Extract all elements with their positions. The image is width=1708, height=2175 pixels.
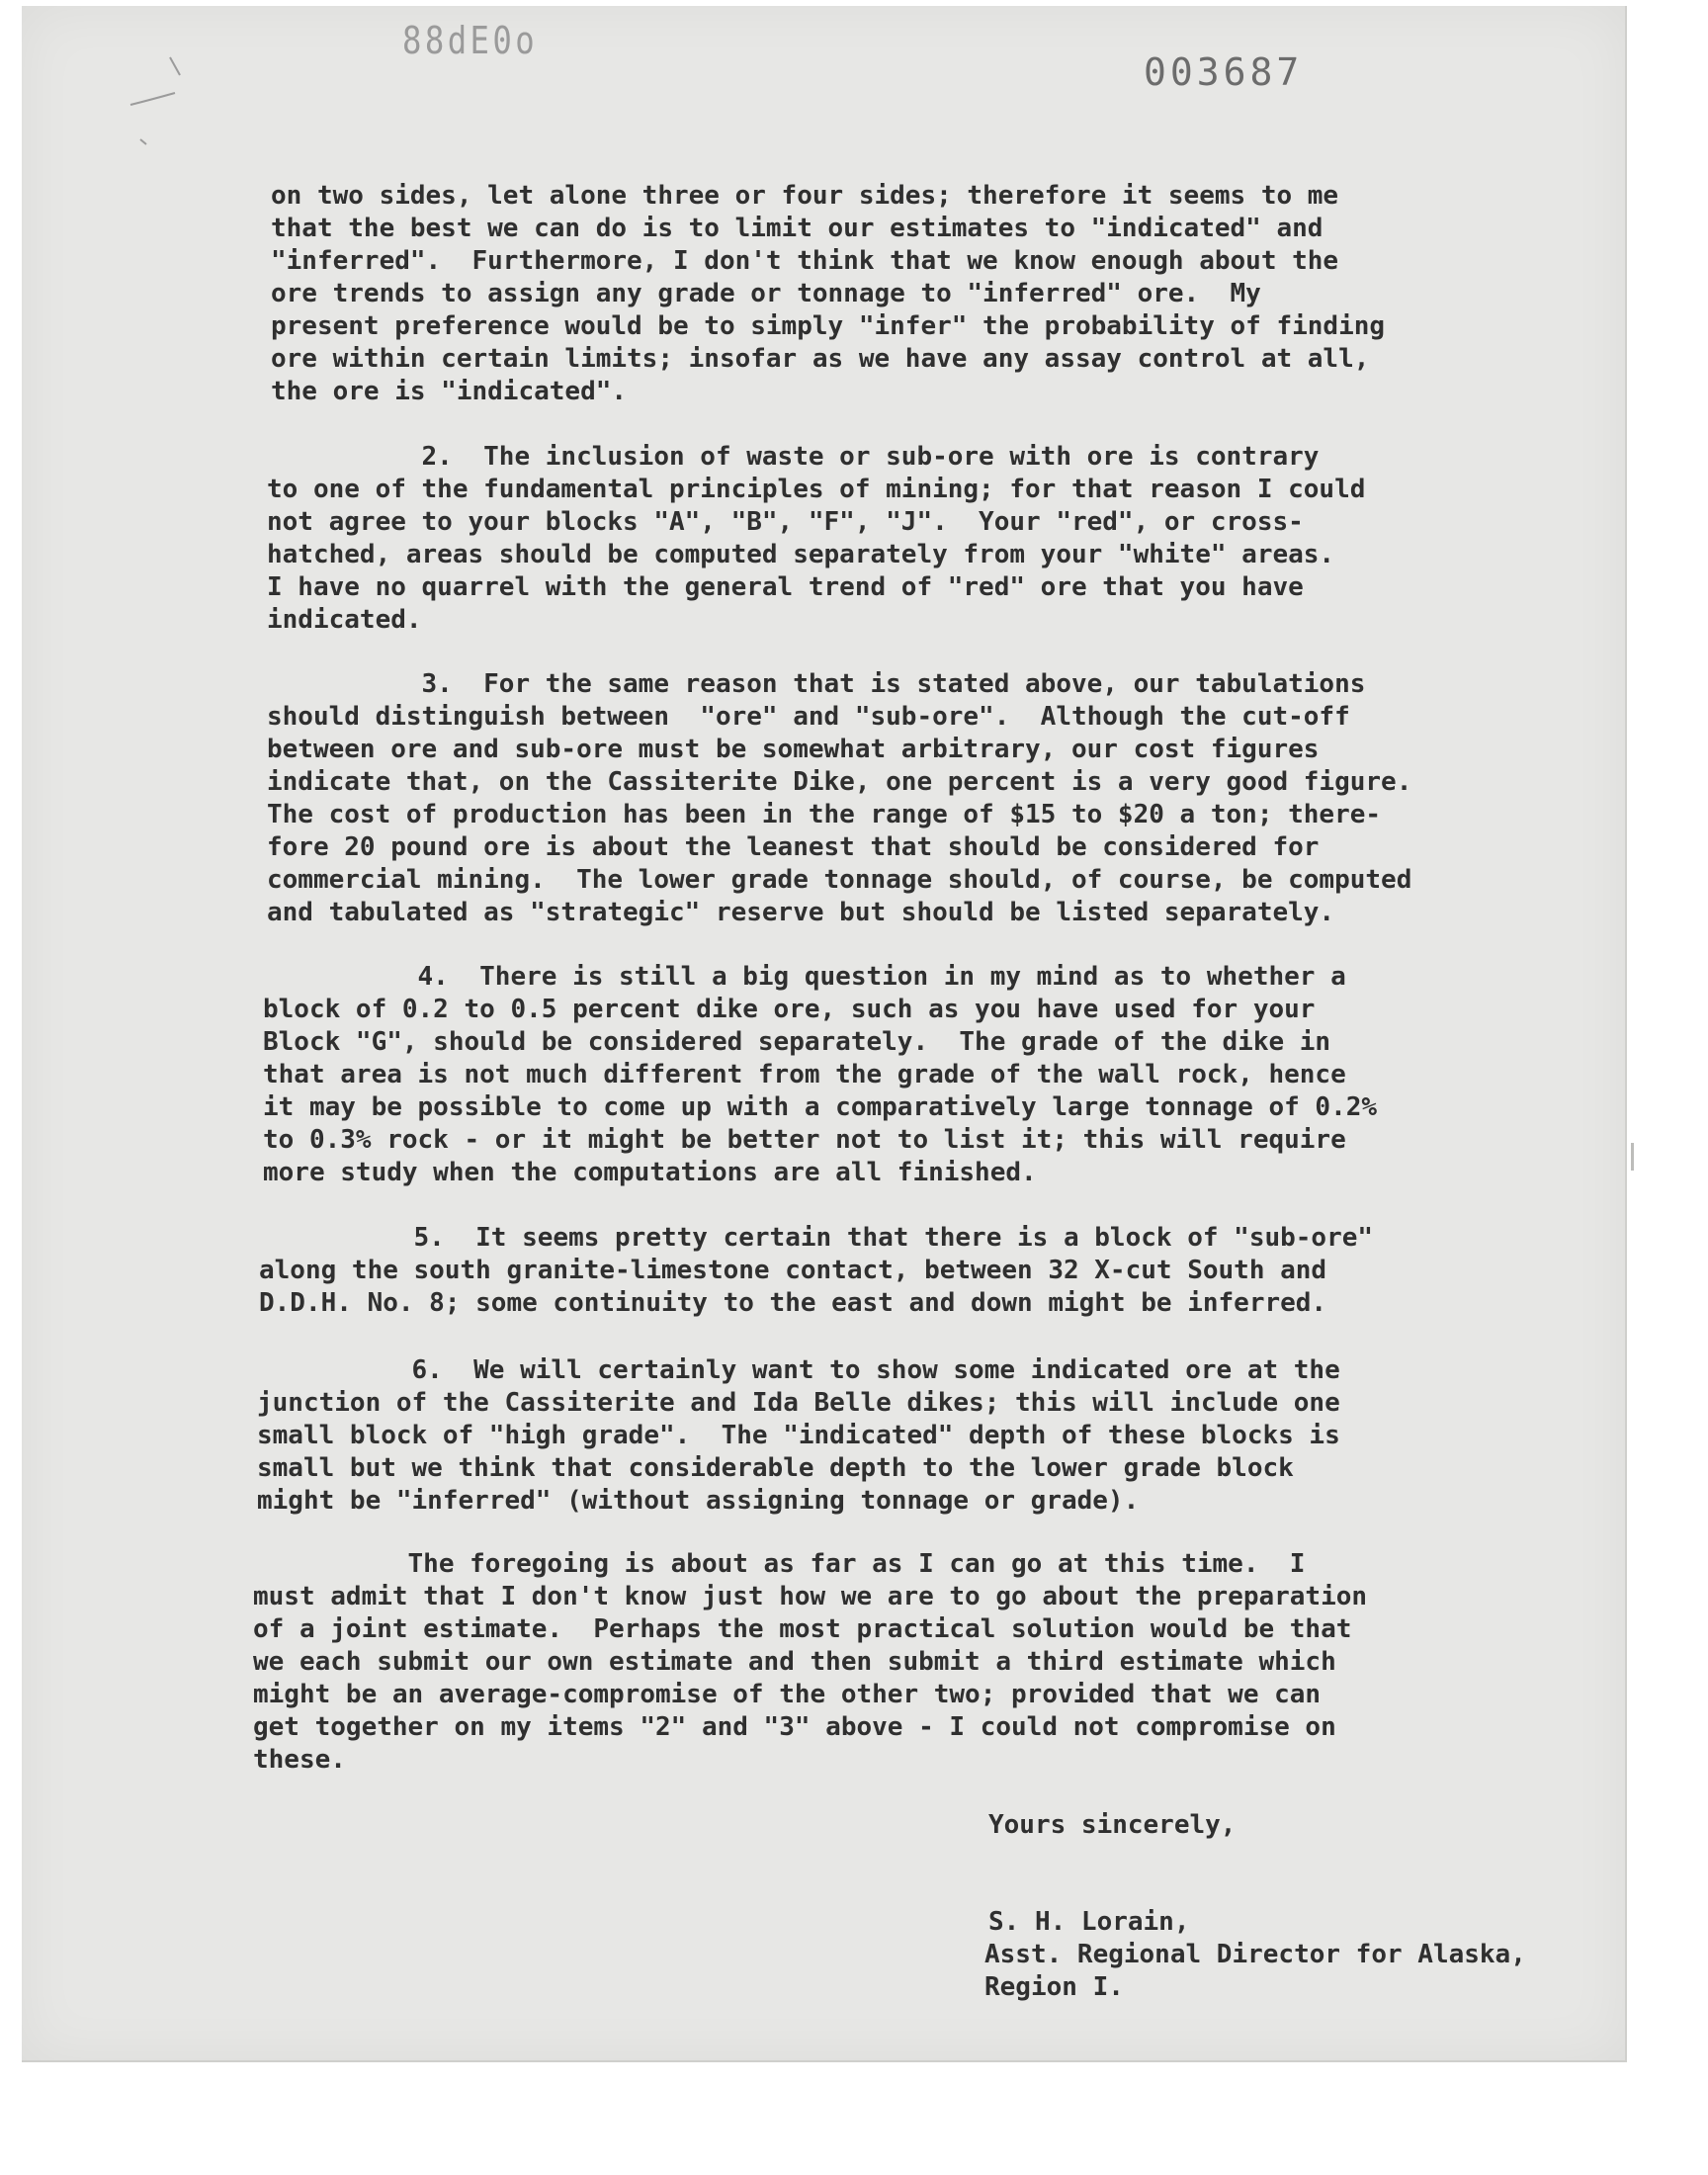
paper-edge-mark (1631, 1143, 1634, 1171)
document-number: 003687 (1144, 50, 1304, 94)
paragraph-5-sub-ore-contact: 5. It seems pretty certain that there is a block of "sub-ore" along the south granite-limestone contact, between 32 X-cut South and D.D.H. No. 8; some continuity to the east and down might be inferred. (259, 1223, 1374, 1318)
paragraph-3-ore-sub-ore: 3. For the same reason that is stated above, our tabulations should distinguish between "ore" and "sub-ore". Although the cut-off between ore and sub-ore must be somewhat arbitrary, our cost figures indicate that, on the Cassiterite Dike, one percent is a very good figure. The cost of production has been in the range of $15 to $20 a ton; there- fore 20 pound ore is about the leanest that should be considered for commercial mining. The lower grade tonnage should, of course, be computed and tabulated as "strategic" reserve but should be listed separately. (267, 669, 1412, 927)
signature-title: Asst. Regional Director for Alaska, (984, 1940, 1526, 1969)
paragraph-4-dike-ore-block: 4. There is still a big question in my mind as to whether a block of 0.2 to 0.5 percent dike ore, such as you have used for your Block "G", should be considered separately. The grade of the dike in that area is not much different from the grade of the wall rock, hence it may be possible to come up with a comparatively large tonnage of 0.2% to 0.3% rock - or it might be better not to list it; this will require more study when the computations are all finished. (263, 962, 1378, 1187)
paragraph-6-indicated-ore: 6. We will certainly want to show some indicated ore at the junction of the Cassiterite and Ida Belle dikes; this will include one small block of "high grade". The "indicated" depth of these blocks is small but we think that considerable depth to the lower grade block might be "inferred" (without assigning tonnage or grade). (257, 1355, 1340, 1516)
faded-stamp-number: 88dE0o (402, 19, 539, 62)
signature-region: Region I. (984, 1972, 1124, 2002)
scan-bottom-margin (0, 2066, 1708, 2175)
closing-salutation: Yours sincerely, (988, 1810, 1237, 1840)
margin-smudge-mark (111, 45, 200, 164)
signature-name: S. H. Lorain, (988, 1907, 1190, 1937)
paragraph-2-waste-inclusion: 2. The inclusion of waste or sub-ore with ore is contrary to one of the fundamental principles of mining; for that reason I could not agree to your blocks "A", "B", "F", "J". Your "red", or cross- hatched, areas should be computed separately from your "white" areas. I have no quarrel with the general trend of "red" ore that you have indicated. (267, 442, 1366, 635)
paragraph-1: on two sides, let alone three or four sides; therefore it seems to me that the best we can do is to limit our estimates to "indicated" and "inferred". Furthermore, I don't think that we know enough about the ore trends to assign any grade or tonnage to "inferred" ore. My present preference would be to simply "infer" the probability of finding ore within certain limits; insofar as we have any assay control at all, the ore is "indicated". (271, 181, 1386, 406)
paragraph-7-joint-estimate: The foregoing is about as far as I can go at this time. I must admit that I don't know just how we are to go about the preparation of a joint estimate. Perhaps the most practical solution would be that we each submit our own estimate and then submit a third estimate which might be an average-compromise of the other two; provided that we can get together on my items "2" and "3" above - I could not compromise on these. (253, 1549, 1368, 1775)
